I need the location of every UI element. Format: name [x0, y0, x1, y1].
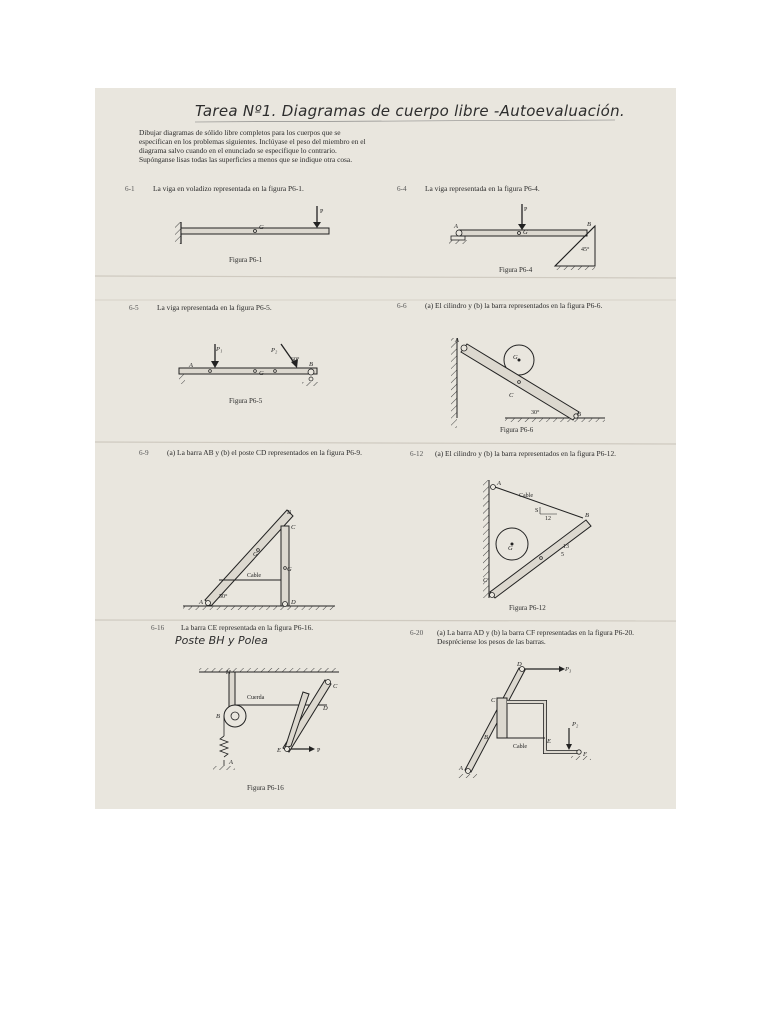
problem-number: 6-16: [151, 624, 165, 632]
label-C: C: [483, 577, 488, 584]
label-A: A: [459, 765, 463, 772]
title-underline: [195, 120, 615, 122]
label-D: D: [323, 705, 328, 712]
problem-number: 6-1: [125, 185, 135, 193]
problem-number: 6-6: [397, 302, 407, 310]
label-A: A: [454, 223, 458, 230]
handwritten-note: Poste BH y Polea: [175, 634, 268, 647]
problem-statement: La viga representada en la figura P6-4.: [425, 184, 540, 193]
figure-p6-4: [449, 204, 595, 270]
problem-statement: (a) La barra AD y (b) la barra CF representadas en la figura P6-20. Despréciense los pesos de las barras.: [437, 628, 635, 646]
problem-statement: La viga representada en la figura P6-5.: [157, 303, 272, 312]
section-divider: [95, 620, 676, 621]
label-A: A: [455, 337, 459, 344]
label-P: P: [524, 207, 528, 213]
label-G: G: [259, 370, 264, 377]
label-A: A: [229, 759, 233, 766]
problem-statement: (a) El cilindro y (b) la barra representados en la figura P6-6.: [425, 301, 603, 310]
label-S: S: [535, 508, 539, 514]
label-cuerda: Cuerda: [247, 695, 265, 701]
label-C: C: [333, 683, 338, 690]
label-C: C: [291, 524, 296, 531]
problem-number: 6-20: [410, 629, 424, 637]
figure-p6-5: [179, 344, 320, 386]
label-B: B: [484, 734, 488, 741]
problem-statement: (a) El cilindro y (b) la barra representados en la figura P6-12.: [435, 449, 616, 458]
label-13: 13: [563, 544, 569, 550]
label-B: B: [585, 512, 589, 519]
label-angle: 45°: [581, 247, 590, 253]
figure-caption: Figura P6-16: [247, 784, 284, 792]
worksheet-photo: [95, 88, 676, 809]
figure-caption: Figura P6-5: [229, 397, 263, 405]
label-P3: P₃: [565, 666, 572, 673]
label-C: C: [509, 392, 514, 399]
figure-caption: Figura P6-6: [500, 426, 534, 434]
label-D: D: [291, 599, 296, 606]
label-B: B: [287, 509, 291, 516]
figure-p6-20: [457, 661, 591, 778]
label-cable: Cable: [519, 493, 533, 499]
label-A: A: [189, 362, 193, 369]
label-B: B: [587, 221, 591, 228]
label-P1: P₁: [216, 346, 223, 353]
label-G: G: [259, 224, 264, 231]
label-5: 5: [561, 552, 564, 558]
label-angle: 60°: [291, 357, 300, 363]
figure-p6-16: [199, 668, 339, 770]
figure-p6-12: [483, 480, 591, 598]
label-cable: Cable: [513, 744, 527, 750]
label-P: P: [320, 209, 324, 215]
label-A: A: [497, 480, 501, 487]
label-G: G: [513, 354, 518, 361]
label-A: A: [199, 599, 203, 606]
label-P2: P₂: [271, 347, 278, 354]
figure-p6-9: [183, 509, 335, 610]
label-G: G: [508, 545, 513, 552]
figure-caption: Figura P6-4: [499, 266, 533, 274]
label-E: E: [547, 738, 551, 745]
figure-p6-1: [175, 206, 329, 244]
section-divider: [95, 276, 676, 278]
label-G: G: [523, 229, 528, 236]
label-P2: P₂: [572, 721, 579, 728]
problem-number: 6-9: [139, 449, 149, 457]
label-angle: 30°: [531, 410, 540, 416]
label-H: H: [226, 669, 231, 676]
label-cable: Cable: [247, 573, 261, 579]
label-G: G: [253, 551, 258, 558]
figures-layer: [95, 88, 676, 809]
problem-number: 6-5: [129, 304, 139, 312]
instructions-paragraph: Dibujar diagramas de sólido libre completos para los cuerpos que se especifican en los problemas siguientes. Inclúyase el peso del miembro en el diagrama salvo cuando en el enunciado se especifique lo contrario. Supónganse lisas todas las superficies a menos que se indique otra cosa.: [139, 128, 366, 164]
figure-caption: Figura P6-12: [509, 604, 546, 612]
figure-caption: Figura P6-1: [229, 256, 263, 264]
problem-number: 6-12: [410, 450, 424, 458]
problem-statement: (a) La barra AB y (b) el poste CD representados en la figura P6-9.: [167, 448, 362, 457]
label-B: B: [577, 411, 581, 418]
label-B: B: [216, 713, 220, 720]
problem-statement: La viga en voladizo representada en la figura P6-1.: [153, 184, 304, 193]
label-F: F: [583, 751, 587, 758]
problem-number: 6-4: [397, 185, 407, 193]
label-D: D: [517, 661, 522, 668]
figure-p6-6: [451, 337, 605, 428]
label-12: 12: [545, 516, 551, 522]
label-B: B: [309, 361, 313, 368]
problem-statement: La barra CE representada en la figura P6-16.: [181, 623, 314, 632]
section-divider: [95, 442, 676, 444]
label-C: C: [491, 697, 496, 704]
label-E: E: [277, 747, 281, 754]
page-title: Tarea Nº1. Diagramas de cuerpo libre -Autoevaluación.: [195, 102, 626, 120]
label-angle: 50°: [219, 594, 228, 600]
label-P: P: [317, 748, 321, 754]
label-G: G: [287, 566, 292, 573]
